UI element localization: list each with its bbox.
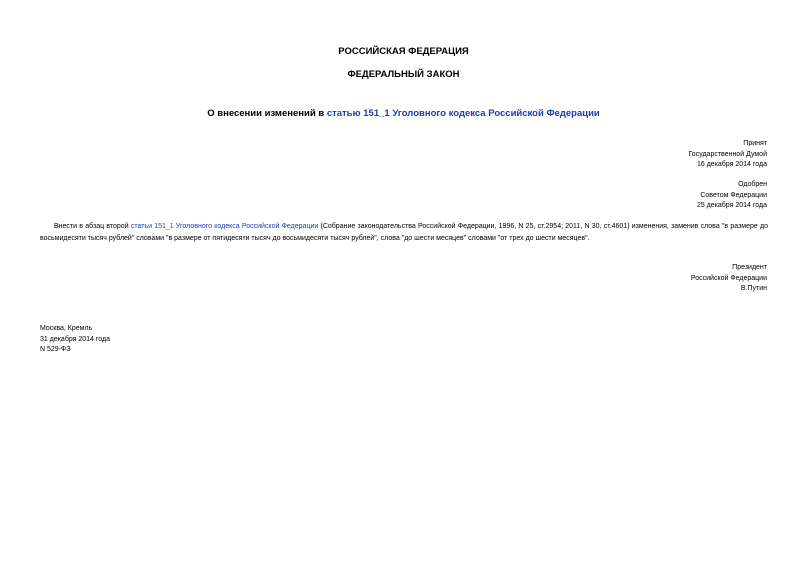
country-heading: РОССИЙСКАЯ ФЕДЕРАЦИЯ xyxy=(338,46,469,57)
document-type-heading: ФЕДЕРАЛЬНЫЙ ЗАКОН xyxy=(347,69,460,80)
signing-date: 31 декабря 2014 года xyxy=(40,335,111,343)
signing-place: Москва, Кремль xyxy=(40,325,93,332)
body-text-after: (Собрание законодательства Российской Федерации, 1996, N 25, ст.2954; 2011, N 30, ст.4601) изменения, заменив слова "в размере до восьмидесяти тысяч рублей" словами "в размере от пятидесяти тысяч до восьмидесяти тысяч рублей", слова "до шести месяцев" словами "от трех до шести месяцев". xyxy=(40,223,769,242)
law-title-article-link[interactable]: статью 151_1 Уголовного кодекса Российской Федерации xyxy=(326,108,600,119)
body-text-before: Внести в абзац второй xyxy=(54,223,131,230)
body-article-link[interactable]: статьи 151_1 Уголовного кодекса Российской Федерации xyxy=(130,223,319,230)
signatory-country: Российской Федерации xyxy=(690,274,767,282)
accepted-body: Государственной Думой xyxy=(688,150,767,158)
signatory-title: Президент xyxy=(732,264,767,271)
approved-date: 25 декабря 2014 года xyxy=(696,202,767,209)
signatory-name: В.Путин xyxy=(740,285,767,292)
accepted-label: Принят xyxy=(743,140,767,147)
law-body-paragraph xyxy=(40,221,768,245)
signature-block xyxy=(691,263,767,295)
approved-body: Советом Федерации xyxy=(700,191,767,199)
approved-block xyxy=(697,180,767,212)
law-title xyxy=(0,108,807,119)
accepted-block xyxy=(688,139,767,171)
approved-label: Одобрен xyxy=(738,181,767,188)
accepted-date: 16 декабря 2014 года xyxy=(696,161,767,168)
law-number: N 529-ФЗ xyxy=(40,346,71,353)
law-title-prefix: О внесении изменений в xyxy=(207,108,327,119)
signing-details xyxy=(40,324,110,356)
